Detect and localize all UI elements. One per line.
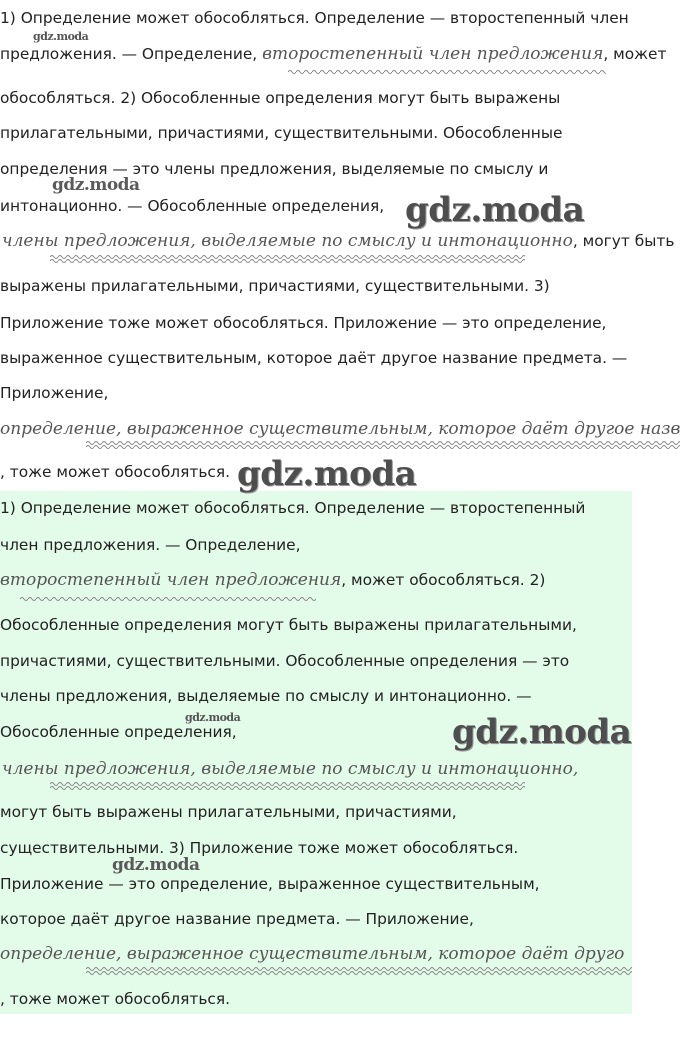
text-line [2,229,674,253]
text-line: прилагательными, причастиями, существительными. Обособленные [0,124,563,142]
text-line: , тоже может обособляться. [0,990,231,1008]
wavy-underline [20,595,316,603]
text-line: 1) Определение может обособляться. Определение — второстепенный [0,499,586,517]
text-line: , тоже может обособляться. [0,463,231,481]
watermark-logo: gdz.moda [185,711,241,724]
text-fragment: , могут быть [572,232,675,250]
text-line: 1) Определение может обособляться. Определение — второстепенный член [0,9,629,27]
text-line: определения — это члены предложения, выделяемые по смыслу и [0,160,549,178]
wavy-underline [50,781,525,791]
text-line: Обособленные определения, [0,723,237,741]
text-line: Обособленные определения могут быть выражены прилагательными, [0,616,577,634]
text-line: члены предложения, выделяемые по смыслу и интонационно. — [0,687,532,705]
text-line: существительными. 3) Приложение тоже может обособляться. [0,839,519,857]
text-line: член предложения. — Определение, [0,536,301,554]
text-line [0,417,680,441]
text-line: интонационно. — Обособленные определения, [0,197,385,215]
italic-phrase: члены предложения, выделяемые по смыслу и интонационно, [2,759,579,779]
text-line [0,568,545,592]
wavy-underline [50,254,525,264]
text-line [0,42,666,66]
text-line: Приложение, [0,384,109,402]
italic-phrase: второстепенный член предложения [262,44,604,64]
watermark-logo: gdz.moda [112,855,200,875]
watermark-logo: gdz.moda [33,30,89,43]
watermark-logo: gdz.moda [452,712,632,752]
text-line: выраженное существительным, которое даёт другое название предмета. — [0,349,628,367]
text-line [0,942,632,966]
text-fragment: предложения. — Определение, [0,45,263,63]
text-line: Приложение тоже может обособляться. Приложение — это определение, [0,314,607,332]
text-line: могут быть выражены прилагательными, причастиями, [0,803,457,821]
text-line: обособляться. 2) Обособленные определения могут быть выражены [0,89,561,107]
text-fragment: , может обособляться. 2) [341,571,546,589]
italic-phrase: определение, выраженное существительным, которое даёт другое назв [0,419,680,439]
text-line: причастиями, существительными. Обособленные определения — это [0,652,570,670]
italic-phrase: члены предложения, выделяемые по смыслу и интонационно [2,231,573,251]
text-fragment: , может [603,45,667,63]
wavy-underline [86,966,632,976]
wavy-underline [288,68,606,76]
watermark-logo: gdz.moda [405,190,585,230]
text-line: выражены прилагательными, причастиями, существительными. 3) [0,277,550,295]
wavy-underline [86,440,680,450]
watermark-logo: gdz.moda [237,454,417,494]
watermark-logo: gdz.moda [52,175,140,195]
text-line: Приложение — это определение, выраженное существительным, [0,875,540,893]
italic-phrase: определение, выраженное существительным, которое даёт друго [0,944,625,964]
text-line [2,757,578,781]
italic-phrase: второстепенный член предложения [0,570,342,590]
text-line: которое даёт другое название предмета. — Приложение, [0,910,474,928]
